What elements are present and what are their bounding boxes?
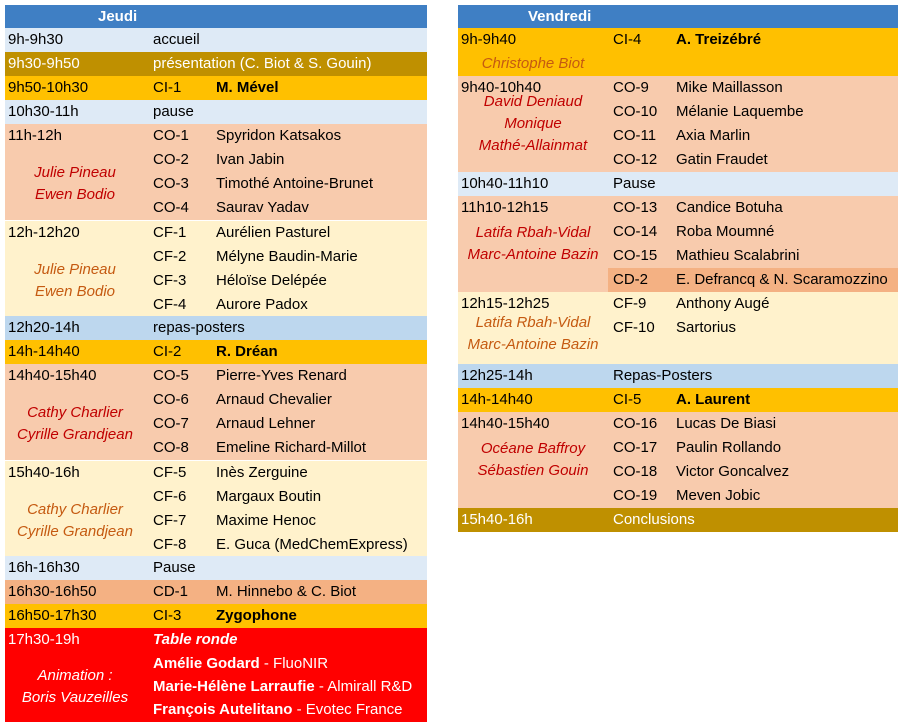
panelist-name: Amélie Godard [153, 655, 260, 672]
slot-time: 9h-9h40 [461, 31, 517, 48]
talk-code: CF-6 [153, 488, 187, 505]
talk-code: CF-8 [153, 536, 187, 553]
talk-code: CD-1 [153, 583, 189, 600]
speaker-name: Héloïse Delépée [216, 272, 327, 289]
chair-name: Marc-Antoine Bazin [467, 246, 599, 263]
speaker-name: Gatin Fraudet [676, 151, 768, 168]
speaker-name: Margaux Boutin [216, 488, 322, 505]
talk-code: CO-15 [613, 247, 658, 264]
chair-name: Latifa Rbah-Vidal [475, 224, 591, 241]
speaker-name: R. Dréan [216, 343, 278, 360]
talk-code: CO-13 [613, 199, 658, 216]
talk-code: CO-19 [613, 487, 658, 504]
speaker-name: Victor Goncalvez [676, 463, 790, 480]
slot-time: 10h40-11h10 [461, 175, 549, 192]
speaker-name: Emeline Richard-Millot [216, 439, 367, 456]
slot-time: 14h40-15h40 [8, 367, 97, 384]
slot-time: 16h30-16h50 [8, 583, 97, 600]
slot-time: 12h25-14h [461, 367, 533, 384]
slot-time: 15h40-16h [461, 511, 533, 528]
slot-time: 12h15-12h25 [461, 295, 550, 312]
talk-code: CF-4 [153, 296, 187, 313]
slot-time: 10h30-11h [8, 103, 79, 120]
slot-pause-1 [5, 100, 427, 124]
speaker-name: Inès Zerguine [216, 464, 308, 481]
session-cf-9-10 [458, 292, 898, 364]
speaker-name: Mike Maillasson [676, 79, 783, 96]
slot-label: Conclusions [613, 511, 695, 528]
slot-label: Pause [613, 175, 656, 192]
panelist-name: Marie-Hélène Larraufie [153, 678, 315, 695]
slot-conclusions [458, 508, 898, 532]
speaker-name: A. Laurent [676, 391, 751, 408]
speaker-name: Axia Marlin [676, 127, 751, 144]
talk-code: CF-3 [153, 272, 187, 289]
talk-code: CF-2 [153, 248, 187, 265]
talk-code: CF-10 [613, 319, 655, 336]
chair-name: Monique [504, 115, 562, 132]
speaker-name: Spyridon Katsakos [216, 127, 342, 144]
session-co-1-4 [5, 124, 427, 220]
speaker-name: Saurav Yadav [216, 199, 309, 216]
speaker-name: Mélanie Laquembe [676, 103, 804, 120]
talk-code: CO-1 [153, 127, 189, 144]
panelist [153, 698, 403, 722]
slot-label: présentation (C. Biot & S. Gouin) [153, 55, 372, 72]
slot-cd-2 [608, 268, 898, 292]
chair-name: Ewen Bodio [34, 186, 116, 203]
speaker-name: E. Guca (MedChemExpress) [216, 536, 408, 553]
chair-name: Ewen Bodio [34, 282, 116, 300]
slot-time: 14h-14h40 [8, 343, 80, 360]
panelist-org: - Almirall R&D [314, 678, 413, 695]
chair-name: Cathy Charlier [27, 500, 123, 518]
speaker-name: Meven Jobic [676, 487, 761, 504]
speaker-name: Arnaud Lehner [216, 415, 316, 432]
chair-name: Marc-Antoine Bazin [467, 336, 599, 353]
slot-time: 17h30-19h [8, 631, 80, 648]
chair-name: Julie Pineau [34, 260, 116, 278]
slot-ci-1 [5, 76, 427, 100]
slot-ci-5 [458, 388, 898, 412]
speaker-name: Ivan Jabin [216, 151, 285, 168]
slot-time: 11h-12h [8, 127, 62, 144]
slot-time: 9h30-9h50 [8, 55, 80, 72]
talk-code: CI-1 [153, 79, 182, 96]
slot-ci-3 [5, 604, 427, 628]
speaker-name: Anthony Augé [676, 295, 770, 312]
chair-name: Mathé-Allainmat [478, 137, 588, 154]
speaker-name: Sartorius [676, 319, 737, 336]
day-title: Jeudi [98, 8, 138, 25]
slot-pause [458, 172, 898, 196]
speaker-name: Maxime Henoc [216, 512, 317, 529]
talk-code: CO-11 [613, 127, 657, 144]
session-cf-1-4 [5, 220, 427, 316]
slot-presentation [5, 52, 427, 76]
talk-code: CO-3 [153, 175, 189, 192]
talk-code: CF-5 [153, 464, 187, 481]
speaker-name: Roba Moumné [676, 223, 775, 240]
slot-label: Pause [153, 559, 196, 576]
talk-code: CI-5 [613, 391, 642, 408]
session-co-5-8 [5, 364, 427, 460]
day-title: Vendredi [528, 8, 592, 25]
slot-accueil [5, 28, 427, 52]
talk-code: CO-8 [153, 439, 189, 456]
speaker-name: Mélyne Baudin-Marie [216, 248, 358, 265]
speaker-name: Paulin Rollando [676, 439, 782, 456]
talk-code: CO-14 [613, 223, 658, 240]
slot-cd-1 [5, 580, 427, 604]
speaker-name: Aurélien Pasturel [216, 224, 331, 241]
host-label: Animation : [37, 667, 113, 684]
chair-name: Cyrille Grandjean [17, 426, 133, 443]
slot-repas-posters [5, 316, 427, 340]
session-cf-5-8 [5, 460, 427, 556]
panelist [153, 675, 412, 699]
chair-name: Cathy Charlier [27, 404, 123, 421]
speaker-name: Mathieu Scalabrini [676, 247, 800, 264]
slot-title: Table ronde [153, 631, 238, 648]
talk-code: CO-17 [613, 439, 658, 456]
talk-code: CO-9 [613, 79, 649, 96]
chair-name: Océane Baffroy [480, 440, 586, 457]
speaker-name: A. Treizébré [676, 31, 762, 48]
slot-table-ronde [5, 628, 427, 722]
speaker-name: Timothé Antoine-Brunet [216, 175, 374, 192]
chair-name: David Deniaud [483, 93, 583, 110]
talk-code: CO-18 [613, 463, 658, 480]
chair-name: Christophe Biot [481, 55, 585, 72]
slot-time: 16h50-17h30 [8, 607, 97, 624]
slot-repas-posters [458, 364, 898, 388]
talk-code: CO-16 [613, 415, 658, 432]
slot-time: 15h40-16h [8, 464, 80, 481]
slot-ci-4 [458, 28, 898, 76]
speaker-name: M. Hinnebo & C. Biot [216, 583, 357, 600]
slot-time: 9h50-10h30 [8, 79, 89, 96]
slot-label: accueil [153, 31, 200, 48]
day-column-jeudi [5, 5, 427, 722]
talk-code: CI-2 [153, 343, 182, 360]
slot-time: 12h-12h20 [8, 224, 80, 241]
chair-name: Latifa Rbah-Vidal [475, 314, 591, 331]
chair-name: Sébastien Gouin [477, 462, 589, 479]
slot-ci-2 [5, 340, 427, 364]
chair-name: Cyrille Grandjean [17, 522, 133, 540]
talk-code: CI-3 [153, 607, 182, 624]
panelist-name: François Autelitano [153, 701, 293, 718]
speaker-name: Zygophone [216, 607, 297, 624]
slot-time: 14h-14h40 [461, 391, 533, 408]
panelist [153, 652, 328, 676]
slot-time: 12h20-14h [8, 319, 80, 336]
talk-code: CO-5 [153, 367, 189, 384]
slot-time: 9h-9h30 [8, 31, 64, 48]
speaker-name: Arnaud Chevalier [216, 391, 332, 408]
speaker-name: Candice Botuha [676, 199, 783, 216]
speaker-name: E. Defrancq & N. Scaramozzino [676, 271, 888, 288]
day-column-vendredi [458, 5, 898, 532]
speaker-name: M. Mével [216, 79, 279, 96]
day-header-jeudi [5, 5, 427, 28]
talk-code: CO-4 [153, 199, 189, 216]
speaker-name: Lucas De Biasi [676, 415, 777, 432]
talk-code: CO-2 [153, 151, 189, 168]
slot-label: pause [153, 103, 194, 120]
session-co-16-19 [458, 412, 898, 508]
slot-pause-2 [5, 556, 427, 580]
slot-time: 9h40-10h40 [461, 79, 542, 96]
slot-label: Repas-Posters [613, 367, 713, 384]
panelist-org: - FluoNIR [259, 655, 329, 672]
talk-code: CF-9 [613, 295, 647, 312]
talk-code: CO-10 [613, 103, 658, 120]
slot-time: 11h10-12h15 [461, 199, 549, 216]
slot-time: 14h40-15h40 [461, 415, 550, 432]
talk-code: CO-12 [613, 151, 658, 168]
day-header-vendredi [458, 5, 898, 28]
talk-code: CF-7 [153, 512, 187, 529]
host-name: Boris Vauzeilles [21, 689, 129, 706]
slot-time: 16h-16h30 [8, 559, 80, 576]
speaker-name: Aurore Padox [216, 296, 308, 313]
panelist-org: - Evotec France [292, 701, 403, 718]
talk-code: CO-7 [153, 415, 189, 432]
talk-code: CI-4 [613, 31, 642, 48]
slot-label: repas-posters [153, 319, 245, 336]
chair-name: Julie Pineau [34, 164, 116, 181]
talk-code: CD-2 [613, 271, 649, 288]
speaker-name: Pierre-Yves Renard [216, 367, 347, 384]
session-co-13-15 [458, 196, 898, 292]
talk-code: CF-1 [153, 224, 187, 241]
talk-code: CO-6 [153, 391, 189, 408]
session-co-9-12 [458, 76, 898, 172]
